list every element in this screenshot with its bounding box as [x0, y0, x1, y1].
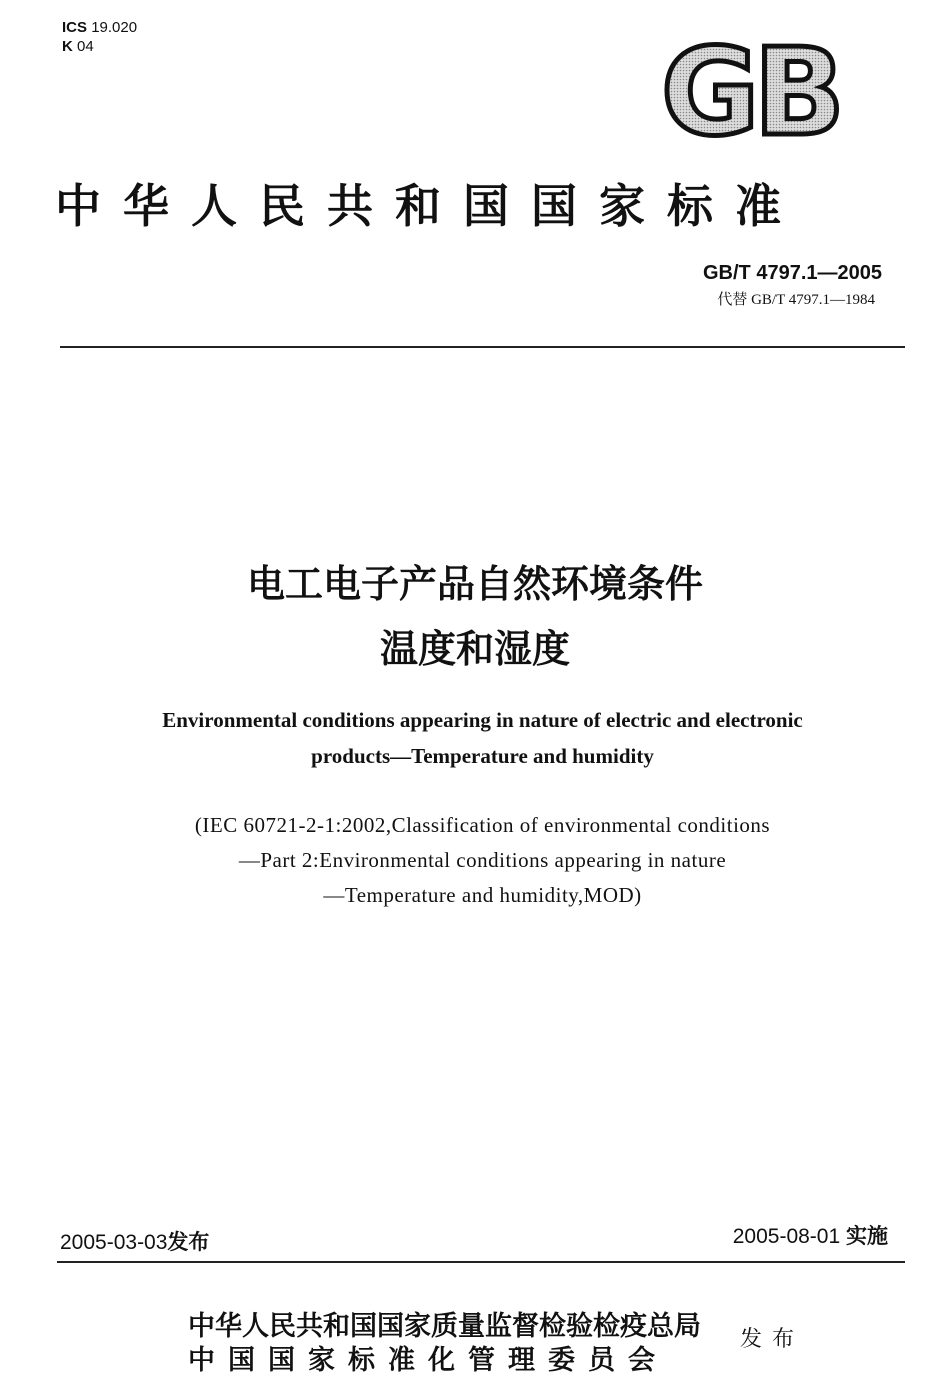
ics-label: ICS: [62, 19, 88, 36]
title-cn-line2: 温度和湿度: [379, 627, 570, 671]
k-label: K: [62, 38, 73, 55]
issue-label: 发布: [167, 1230, 210, 1254]
organization-line1: 中华人民共和国国家质量监督检验检疫总局: [188, 1311, 701, 1342]
publish-label: 发布: [740, 1327, 805, 1352]
gb-logo-text: GB: [661, 36, 839, 146]
bottom-divider: [57, 1261, 905, 1263]
organization-line2: 中国国家标准化管理委员会: [188, 1345, 668, 1376]
iec-reference-line3: —Temperature and humidity,MOD): [323, 883, 642, 907]
title-en-line2: products—Temperature and humidity: [311, 744, 654, 768]
top-divider: [60, 346, 905, 348]
implement-date: 2005-08-01: [732, 1225, 841, 1248]
k-value: 04: [77, 38, 94, 55]
standard-number: GB/T 4797.1—2005: [703, 262, 882, 284]
replaces-standard: 代替 GB/T 4797.1—1984: [717, 292, 875, 308]
national-standard-title: 中华人民共和国国家标准: [55, 179, 803, 233]
issue-date: 2005-03-03: [60, 1231, 168, 1254]
implement-label: 实施: [846, 1224, 888, 1248]
issue-info: [60, 1226, 209, 1256]
title-cn-line1: 电工电子产品自然环境条件: [246, 562, 703, 606]
ics-value: 19.020: [91, 19, 138, 36]
iec-reference-line2: —Part 2:Environmental conditions appearing in nature: [238, 848, 727, 872]
iec-reference-line1: (IEC 60721-2-1:2002,Classification of environmental conditions: [194, 813, 771, 837]
classification-codes: [62, 18, 137, 56]
title-en-line1: Environmental conditions appearing in nature of electric and electronic: [162, 708, 803, 732]
implement-info: [733, 1220, 888, 1250]
gb-logo: [640, 36, 860, 146]
